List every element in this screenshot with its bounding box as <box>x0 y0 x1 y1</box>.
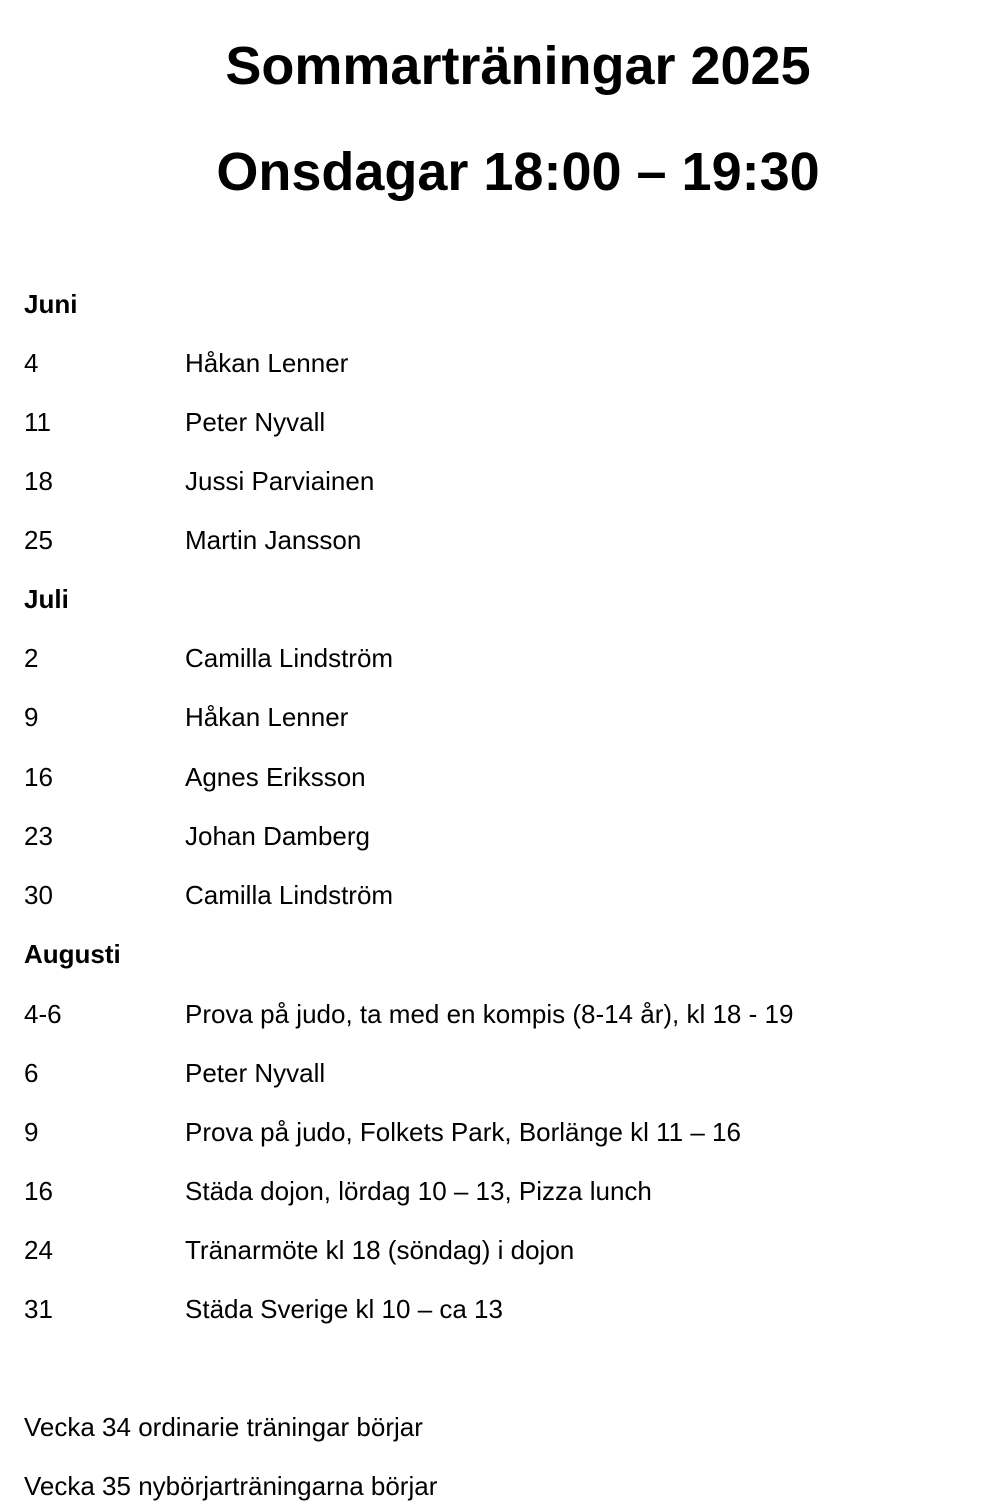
schedule-text: Camilla Lindström <box>185 880 394 910</box>
schedule-day: 18 <box>24 466 53 496</box>
schedule-text: Martin Jansson <box>185 525 362 555</box>
schedule-row <box>24 878 980 912</box>
schedule-text: Tränarmöte kl 18 (söndag) i dojon <box>185 1235 575 1265</box>
schedule-day: 2 <box>24 643 39 673</box>
schedule-day: 25 <box>24 525 53 555</box>
schedule-row <box>24 1174 980 1208</box>
schedule-row <box>24 1115 980 1149</box>
schedule-day: 9 <box>24 1117 39 1147</box>
schedule-text: Agnes Eriksson <box>185 762 366 792</box>
schedule-row <box>24 1056 980 1090</box>
note-text: Vecka 35 nybörjarträningarna börjar <box>24 1471 438 1501</box>
schedule-row <box>24 464 980 498</box>
schedule-day: 16 <box>24 1176 53 1206</box>
schedule-row <box>24 760 980 794</box>
schedule-text: Prova på judo, ta med en kompis (8-14 år), kl 18 - 19 <box>185 999 794 1029</box>
schedule-text: Jussi Parviainen <box>185 466 375 496</box>
schedule-row <box>24 405 980 439</box>
schedule-row <box>24 700 980 734</box>
month-heading-juli: Juli <box>24 584 69 614</box>
schedule-text: Städa Sverige kl 10 – ca 13 <box>185 1294 503 1324</box>
schedule-row <box>24 1233 980 1267</box>
schedule-row <box>24 997 980 1031</box>
schedule-day: 16 <box>24 762 53 792</box>
schedule-row <box>24 523 980 557</box>
schedule-row <box>24 346 980 380</box>
month-heading-juni: Juni <box>24 289 78 319</box>
schedule-day: 6 <box>24 1058 39 1088</box>
page-subtitle: Onsdagar 18:00 – 19:30 <box>216 142 820 202</box>
month-heading-augusti: Augusti <box>24 939 121 969</box>
schedule-day: 24 <box>24 1235 53 1265</box>
schedule-day: 30 <box>24 880 53 910</box>
schedule-row <box>24 1292 980 1326</box>
schedule-text: Håkan Lenner <box>185 348 349 378</box>
schedule-day: 23 <box>24 821 53 851</box>
schedule-row <box>24 819 980 853</box>
schedule-text: Johan Damberg <box>185 821 370 851</box>
schedule-text: Städa dojon, lördag 10 – 13, Pizza lunch <box>185 1176 652 1206</box>
schedule-day: 4 <box>24 348 39 378</box>
schedule-day: 4-6 <box>24 999 62 1029</box>
page-title: Sommarträningar 2025 <box>225 36 811 96</box>
schedule-text: Håkan Lenner <box>185 702 349 732</box>
schedule-text: Prova på judo, Folkets Park, Borlänge kl 11 – 16 <box>185 1117 741 1147</box>
schedule-day: 31 <box>24 1294 53 1324</box>
schedule-row <box>24 641 980 675</box>
schedule-day: 11 <box>24 407 51 437</box>
schedule-text: Peter Nyvall <box>185 407 326 437</box>
schedule-text: Camilla Lindström <box>185 643 394 673</box>
schedule-text: Peter Nyvall <box>185 1058 326 1088</box>
schedule-day: 9 <box>24 702 39 732</box>
note-text: Vecka 34 ordinarie träningar börjar <box>24 1412 423 1442</box>
